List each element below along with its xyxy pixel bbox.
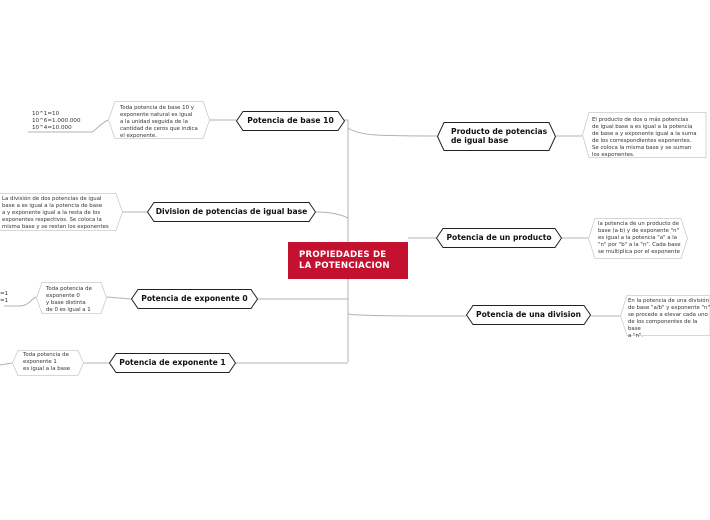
note-text: El producto de dos o más potencias de igual base a es igual a la potencia de base a y exponente igual a la suma de los correspondientes exponentes. Se coloca la misma base y se suman los exponentes. bbox=[592, 117, 697, 158]
note-exponente-0[interactable] bbox=[36, 282, 107, 314]
note-potencia-base-10[interactable] bbox=[108, 101, 210, 139]
branch-title: Division de potencias de igual base bbox=[155, 206, 308, 216]
example-exponente-0: =1 =1 bbox=[0, 291, 9, 304]
branch-title: Potencia de un producto bbox=[446, 232, 552, 242]
note-division-potencias[interactable] bbox=[0, 193, 123, 231]
branch-exponente-1[interactable] bbox=[109, 353, 236, 373]
branch-exponente-0[interactable] bbox=[131, 289, 258, 309]
note-text: Toda potencia de base 10 y exponente natural es igual a la unidad seguida de la cantidad de ceros que indica el exponente. bbox=[120, 105, 198, 139]
branch-potencia-producto[interactable] bbox=[436, 228, 562, 248]
branch-title: Potencia de una division bbox=[476, 309, 581, 319]
branch-title: Producto de potencias de igual base bbox=[451, 126, 548, 145]
note-potencia-division[interactable] bbox=[620, 295, 710, 339]
note-exponente-1[interactable] bbox=[12, 350, 84, 376]
branch-producto-potencias[interactable] bbox=[437, 122, 556, 151]
note-text: En la potencia de una división de base "a/b" y exponente "n" se procede a elevar cada uno de los componentes de la base a "n". bbox=[628, 298, 710, 339]
note-text: Toda potencia de exponente 0 y base distinta de 0 es igual a 1 bbox=[46, 286, 92, 313]
branch-title: Potencia de exponente 1 bbox=[119, 357, 226, 367]
note-text: La división de dos potencias de igual base a es igual a la potencia de base a y exponente igual a la resta de los exponentes respectivos. Se coloca la misma base y se restan los exponentes bbox=[2, 196, 109, 230]
note-producto-potencias[interactable] bbox=[582, 112, 706, 158]
note-potencia-producto[interactable] bbox=[588, 218, 688, 259]
branch-division-potencias[interactable] bbox=[147, 202, 316, 222]
branch-potencia-base-10[interactable] bbox=[236, 111, 345, 131]
example-base-10: 10^1=10 10^6=1.000.000 10^4=10.000 bbox=[32, 111, 81, 131]
branch-potencia-division[interactable] bbox=[466, 305, 591, 325]
branch-title: Potencia de exponente 0 bbox=[141, 293, 248, 303]
note-text: Toda potencia de exponente 1 es igual a la base bbox=[23, 352, 71, 372]
central-topic[interactable]: PROPIEDADES DE LA POTENCIACION bbox=[288, 242, 408, 279]
note-text: la potencia de un producto de base (a·b) y de exponente "n" es igual a la potencia "a" a la "n" por "b" a la "n". Cada base se multiplica por el exponente bbox=[598, 221, 681, 255]
branch-title: Potencia de base 10 bbox=[247, 115, 334, 125]
